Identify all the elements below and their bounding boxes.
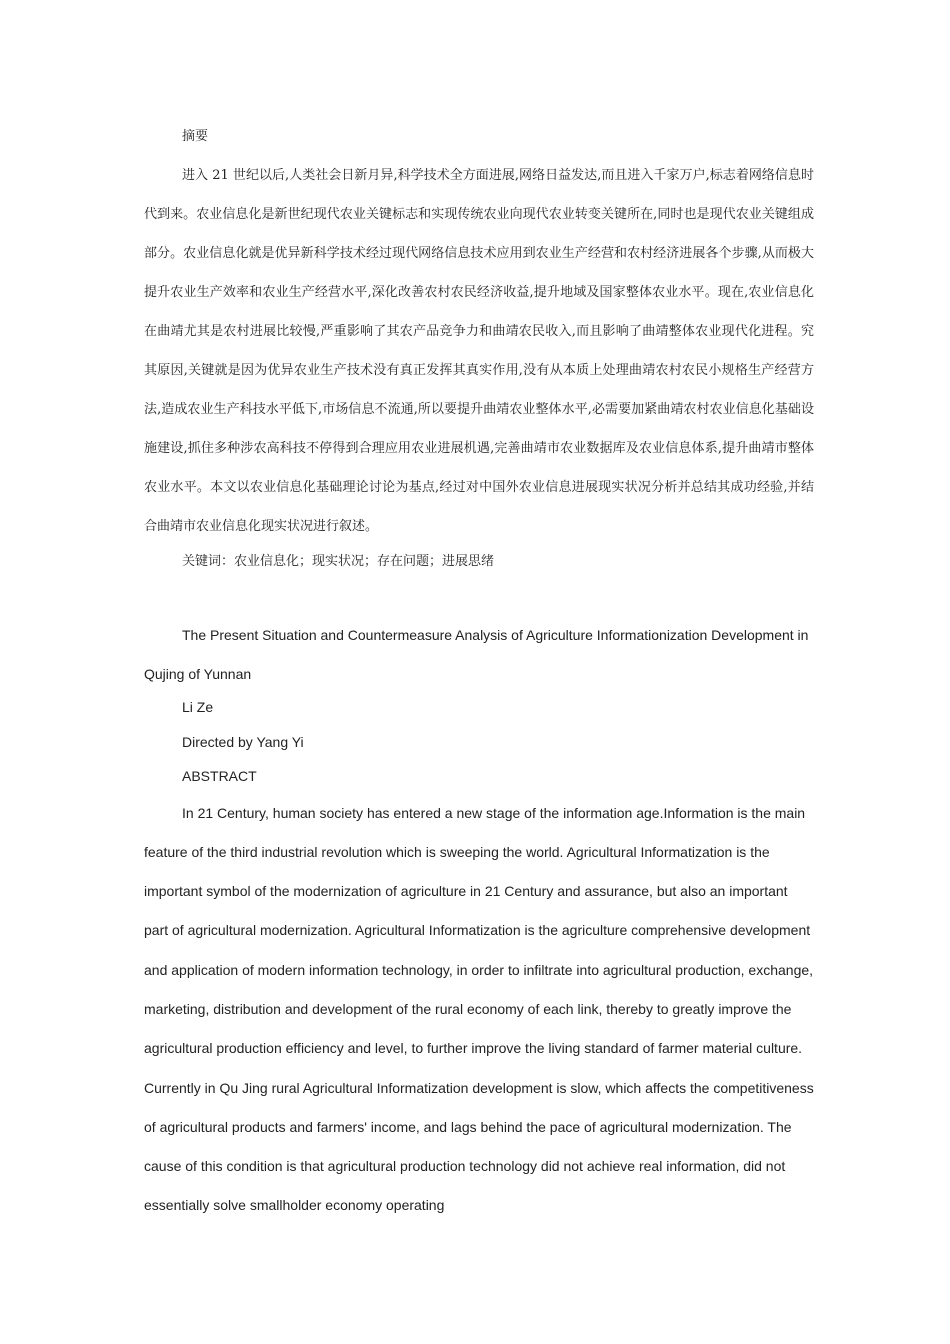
author-name: Li Ze <box>182 699 214 715</box>
chinese-abstract-section <box>144 117 814 578</box>
chinese-abstract-heading: 摘要 <box>182 129 209 144</box>
advisor-line: Directed by Yang Yi <box>182 733 304 750</box>
english-abstract-heading: ABSTRACT <box>182 768 257 784</box>
chinese-abstract-body: 进入 21 世纪以后,人类社会日新月异,科学技术全方面进展,网络日益发达,而且进入千家万户,标志着网络信息时代到来。农业信息化是新世纪现代农业关键标志和实现传统农业向现代农业转变关键所在,同时也是现代农业关键组成部分。农业信息化就是优异新科学技术经过现代网络信息技术应用到农业生产经营和农村经济进展各个步骤,从而极大提升农业生产效率和农业生产经营水平,深化改善农村农民经济收益,提升地域及国家整体农业水平。现在,农业信息化在曲靖尤其是农村进展比较慢,严重影响了其农产品竞争力和曲靖农民收入,而且影响了曲靖整体农业现代化进程。究其原因,关键就是因为优异农业生产技术没有真正发挥其真实作用,没有从本质上处理曲靖农村农民小规格生产经营方法,造成农业生产科技水平低下,市场信息不流通,所以要提升曲靖农业整体水平,必需要加紧曲靖农村农业信息化基础设施建设,抓住多种涉农高科技不停得到合理应用农业进展机遇,完善曲靖市农业数据库及农业信息体系,提升曲靖市整体农业水平。本文以农业信息化基础理论讨论为基点,经过对中国外农业信息进展现实状况分析并总结其成功经验,并结合曲靖市农业信息化现实状况进行叙述。 <box>144 168 814 534</box>
english-abstract-body: In 21 Century, human society has entered a new stage of the information age.Information is the main feature of the third industrial revolution which is sweeping the world. Agricultural Informatization is the important symbol of the modernization of agriculture in 21 Century and assurance, but also an important part of agricultural modernization. Agricultural Informatization is the agriculture comprehensive development and application of modern information technology, in order to infiltrate into agricultural production, exchange, marketing, distribution and development of the rural economy of each link, thereby to greatly improve the agricultural production efficiency and level, to further improve the living standard of farmer material culture. Currently in Qu Jing rural Agricultural Informatization development is slow, which affects the competitiveness of agricultural products and farmers' income, and lags behind the pace of agricultural modernization. The cause of this condition is that agricultural production technology did not achieve real information, did not essentially solve smallholder economy operating <box>144 804 814 1214</box>
english-paper-title: The Present Situation and Countermeasure Analysis of Agriculture Informationization Development in Qujing of Yunnan <box>144 627 809 682</box>
chinese-keywords: 关键词：农业信息化；现实状况；存在问题；进展思绪 <box>182 554 495 569</box>
english-abstract-section <box>144 616 814 1226</box>
